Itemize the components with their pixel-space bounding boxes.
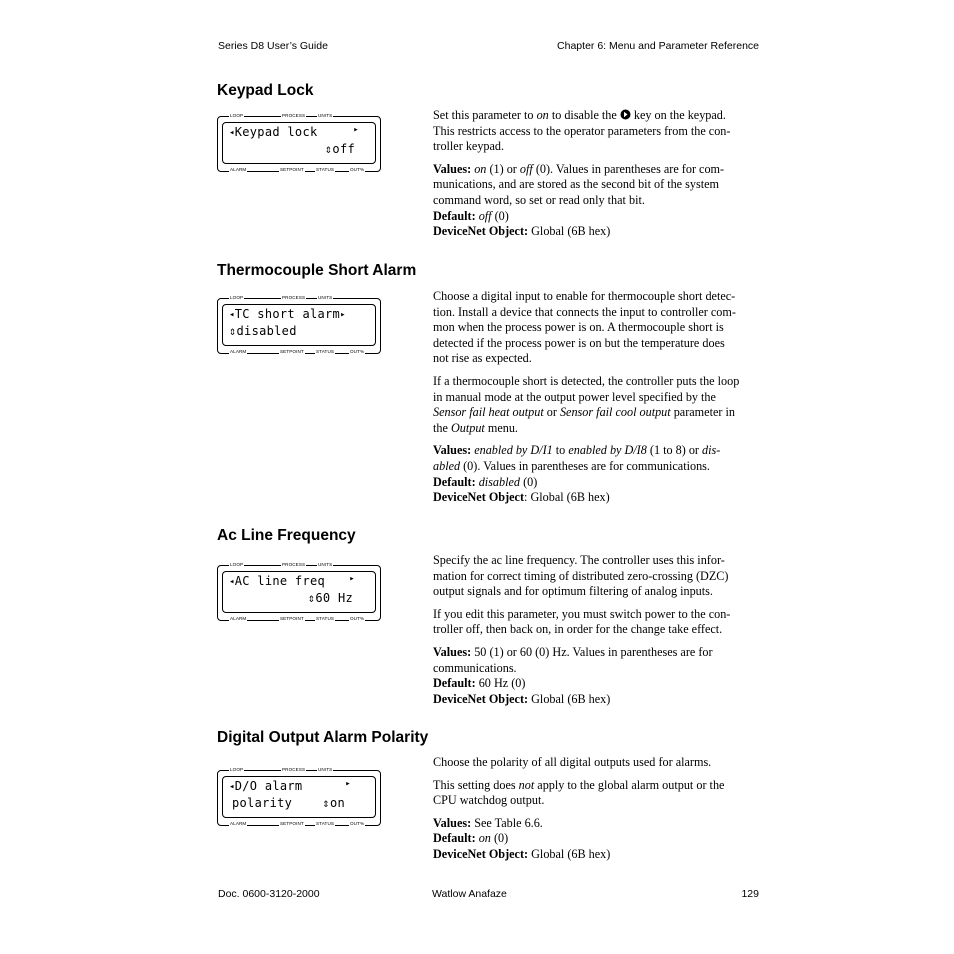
updown-arrow-icon: ⇕ [322,796,330,810]
left-arrow-icon: ◂ [229,128,235,138]
lcd-display-ac-line-frequency [217,561,381,623]
section-title-ac-line-frequency: Ac Line Frequency [217,527,356,544]
lcd-label-units: UNITS [318,113,333,118]
lcd-label-loop: LOOP [230,562,244,567]
parameter-details: Values: See Table 6.6. Default: on (0) DeviceNet Object: Global (6B hex) [433,815,611,861]
left-arrow-icon: ◂ [229,782,235,792]
section-title-tc-short-alarm: Thermocouple Short Alarm [217,262,417,279]
body-ac-line-frequency [433,553,769,707]
lcd-label-status: STATUS [316,167,335,172]
lcd-label-loop: LOOP [230,767,244,772]
right-arrow-icon: ▸ [353,125,359,135]
lcd-label-alarm: ALARM [230,349,247,354]
lcd-label-alarm: ALARM [230,167,247,172]
right-arrow-icon: ▸ [340,310,346,320]
right-arrow-icon: ▸ [345,779,351,789]
lcd-label-alarm: ALARM [230,821,247,826]
paragraph: Choose a digital input to enable for thermocouple short detec- tion. Install a device that connects the input to controller com- mon when the process power is on. A thermocouple short is detected if the process power is on but the temperature does not rise as expected. [433,289,736,366]
lcd-row-1 [229,779,371,793]
lcd-line-1: AC line freq [234,574,326,588]
lcd-label-status: STATUS [316,821,335,826]
section-title-keypad-lock: Keypad Lock [217,82,314,99]
lcd-row-1 [229,574,371,588]
lcd-line-2: disabled [236,324,297,338]
lcd-line-2: 60 Hz [315,591,353,605]
updown-arrow-icon: ⇕ [324,142,333,156]
lcd-label-out: OUT% [350,167,365,172]
left-arrow-icon: ◂ [229,577,235,587]
lcd-label-process: PROCESS [282,767,306,772]
lcd-label-status: STATUS [316,349,335,354]
lcd-line-1: TC short alarm [234,307,341,321]
section-title-do-alarm-polarity: Digital Output Alarm Polarity [217,729,429,746]
running-header-left: Series D8 User’s Guide [218,40,328,52]
lcd-label-units: UNITS [318,295,333,300]
lcd-line-2-label: polarity [232,796,293,810]
lcd-row-2 [229,796,371,810]
paragraph: This setting does not apply to the global alarm output or the CPU watchdog output. [433,777,725,808]
lcd-label-out: OUT% [350,349,365,354]
lcd-line-1: D/O alarm [234,779,303,793]
lcd-label-units: UNITS [318,767,333,772]
lcd-label-out: OUT% [350,616,365,621]
lcd-display-keypad-lock [217,112,381,174]
lcd-label-loop: LOOP [230,113,244,118]
lcd-label-process: PROCESS [282,562,306,567]
left-arrow-icon: ◂ [229,310,235,320]
right-arrow-key-icon [620,109,631,120]
lcd-display-tc-short-alarm [217,294,381,356]
paragraph: Set this parameter to on to disable the key on the keypad. This restricts access to the operator parameters from the con- troller keypad. [433,108,731,154]
paragraph: If you edit this parameter, you must switch power to the con- troller off, then back on, in order for the change take effect. [433,606,731,637]
lcd-label-setpoint: SETPOINT [280,349,304,354]
lcd-label-setpoint: SETPOINT [280,821,304,826]
lcd-line-2: on [329,796,345,810]
lcd-label-setpoint: SETPOINT [280,616,304,621]
body-tc-short-alarm [433,289,769,506]
paragraph: Specify the ac line frequency. The controller uses this infor- mation for correct timing of distributed zero-crossing (DZC) output signals and for optimum filtering of analog inputs. [433,553,729,599]
lcd-row-1 [229,307,371,321]
lcd-label-setpoint: SETPOINT [280,167,304,172]
footer-doc-number: Doc. 0600-3120-2000 [218,888,320,900]
body-do-alarm-polarity [433,755,769,863]
paragraph: Choose the polarity of all digital outputs used for alarms. [433,755,712,769]
lcd-display-do-alarm-polarity [217,766,381,828]
running-header-right: Chapter 6: Menu and Parameter Reference [557,40,759,52]
lcd-label-units: UNITS [318,562,333,567]
lcd-row-1 [229,125,371,139]
parameter-details: Values: on (1) or off (0). Values in parentheses are for com- munications, and are stored as the second bit of the system command word, so set or read only that bit. Default: off (0) DeviceNet Object: Global (6B hex) [433,161,725,239]
lcd-line-2: off [332,142,355,156]
updown-arrow-icon: ⇕ [307,591,316,605]
lcd-label-loop: LOOP [230,295,244,300]
lcd-label-status: STATUS [316,616,335,621]
right-arrow-icon: ▸ [349,574,355,584]
footer-company: Watlow Anafaze [432,888,507,900]
lcd-label-process: PROCESS [282,295,306,300]
lcd-label-out: OUT% [350,821,365,826]
lcd-label-alarm: ALARM [230,616,247,621]
lcd-row-2 [229,324,371,338]
body-keypad-lock [433,108,769,240]
parameter-details: Values: enabled by D/I1 to enabled by D/I8 (1 to 8) or dis- abled (0). Values in parentheses are for communications. Default: disabled (0) DeviceNet Object: Global (6B hex) [433,443,721,505]
updown-arrow-icon: ⇕ [229,324,237,338]
footer-page-number: 129 [741,888,759,900]
lcd-line-1: Keypad lock [234,125,318,139]
paragraph: If a thermocouple short is detected, the controller puts the loop in manual mode at the output power level specified by the Sensor fail heat output or Sensor fail cool output parameter in the Output menu. [433,373,740,435]
lcd-label-process: PROCESS [282,113,306,118]
parameter-details: Values: 50 (1) or 60 (0) Hz. Values in parentheses are for communications. Default: 60 Hz (0) DeviceNet Object: Global (6B hex) [433,644,713,706]
